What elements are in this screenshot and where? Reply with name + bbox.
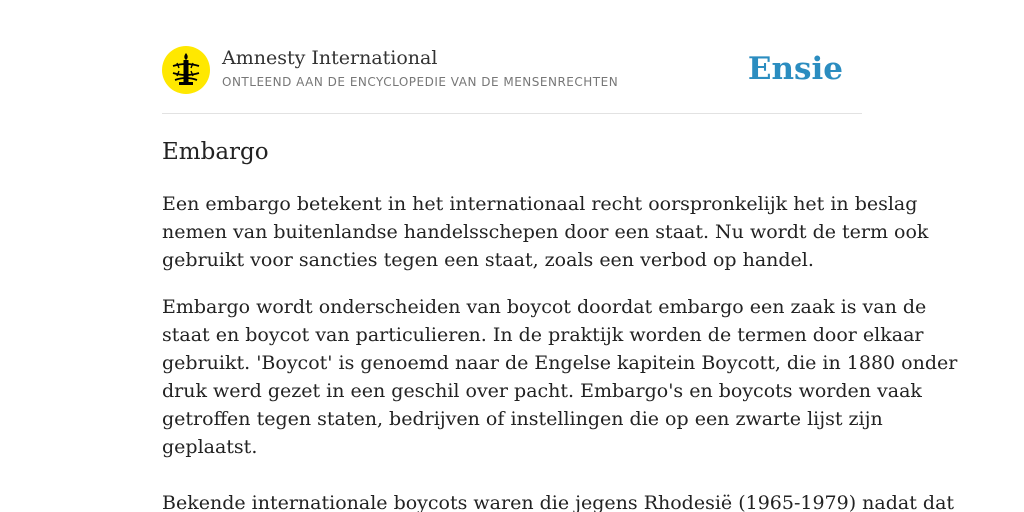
article-paragraph	[162, 293, 958, 461]
article-paragraph	[162, 190, 929, 274]
paragraph-line: Bekende internationale boycots waren die jegens Rhodesië (1965-1979) nadat dat	[162, 492, 955, 512]
article-body	[162, 190, 958, 512]
paragraph-line: druk werd gezet in een geschil over pacht. Embargo's en boycots worden vaak	[162, 380, 922, 402]
paragraph-line: nemen van buitenlandse handelsschepen door een staat. Nu wordt de term ook	[162, 221, 929, 243]
source-name[interactable]: Amnesty International	[222, 47, 438, 69]
paragraph-line: staat en boycot van particulieren. In de praktijk worden de termen door elkaar	[162, 324, 924, 346]
paragraph-line: gebruikt. 'Boycot' is genoemd naar de Engelse kapitein Boycott, die in 1880 onder	[162, 352, 958, 374]
paragraph-line: Embargo wordt onderscheiden van boycot doordat embargo een zaak is van de	[162, 296, 927, 318]
paragraph-line: getroffen tegen staten, bedrijven of instellingen die op een zwarte lijst zijn	[162, 408, 883, 430]
paragraph-line: gebruikt voor sancties tegen een staat, zoals een verbod op handel.	[162, 249, 814, 271]
page-title: Embargo	[162, 139, 269, 165]
ensie-logo[interactable]: Ensie	[747, 51, 843, 87]
source-subtitle: ONTLEEND AAN DE ENCYCLOPEDIE VAN DE MENSENRECHTEN	[222, 75, 619, 89]
paragraph-line: Een embargo betekent in het internationaal recht oorspronkelijk het in beslag	[162, 193, 918, 215]
amnesty-candle-icon[interactable]	[162, 46, 210, 94]
article-paragraph	[162, 489, 955, 512]
paragraph-line: geplaatst.	[162, 436, 258, 458]
source-header	[162, 46, 862, 114]
